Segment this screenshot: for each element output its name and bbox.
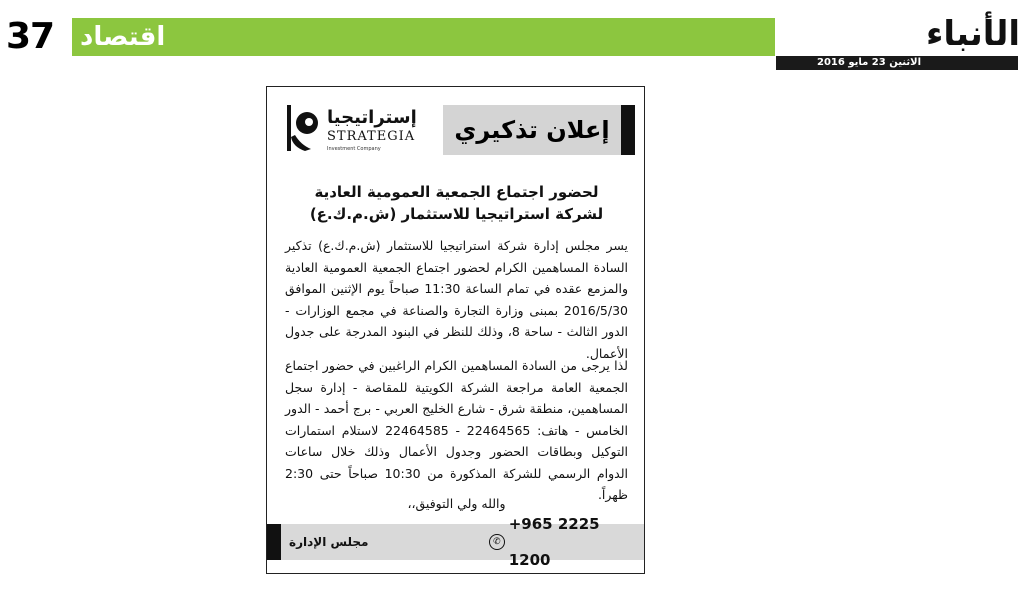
footer-strip [267, 524, 281, 560]
logo-subtitle: Investment Company [327, 146, 381, 152]
strategia-logo-icon [287, 105, 321, 151]
company-logo [287, 105, 427, 155]
ad-subtitle-line2: لشركة استراتيجيا للاستثمار (ش.م.ك.ع) [309, 205, 604, 223]
contact-phone[interactable] [489, 515, 644, 569]
page-number [6, 18, 54, 56]
phone-icon: ✆ [489, 534, 505, 550]
section-title: اقتصاد [80, 22, 166, 52]
ad-subtitle-line1: لحضور اجتماع الجمعية العمومية العادية [314, 183, 599, 201]
issue-date: الاثنين 23 مايو 2016 [817, 57, 921, 68]
title-strip [621, 105, 635, 155]
logo-arabic-text: إستراتيجيا [327, 107, 417, 128]
section-bar [72, 18, 775, 56]
advertisement [266, 86, 645, 574]
ad-title: إعلان تذكيري [454, 116, 610, 144]
logo-english-text: STRATEGIA [327, 129, 416, 144]
ad-paragraph-1: يسر مجلس إدارة شركة استراتيجيا للاستثمار (ش.م.ك.ع) تذكير السادة المساهمين الكرام لحضور اجتماع الجمعية العمومية العادية والمزمع عقده في تمام الساعة 11:30 صباحاً يوم الإثنين الموافق 2016/5/30 بمبنى وزارة التجارة والصناعة في مجمع الوزارات - الدور الثالث - ساحة 8، وذلك للنظر في البنود المدرجة على جدول الأعمال. [285, 238, 629, 361]
phone-number: +965 2225 1200 [508, 515, 600, 569]
board-signature: مجلس الإدارة [289, 535, 369, 549]
page-number-text: 37 [6, 16, 55, 57]
ad-closing: والله ولي التوفيق،، [407, 496, 506, 511]
newspaper-logo[interactable]: الأنباء [926, 14, 1020, 54]
ad-header [273, 95, 640, 161]
ad-paragraph-2: لذا يرجى من السادة المساهمين الكرام الراغبين في حضور اجتماع الجمعية العامة مراجعة الشركة الكويتية للمقاصة - إدارة سجل المساهمين، منطقة شرق - شارع الخليج العربي - برج أحمد - الدور الخامس - هاتف: 22464565 - 22464585 لاستلام استمارات التوكيل وبطاقات الحضور وجدول الأعمال وذلك خلال ساعات الدوام الرسمي للشركة المذكورة من 10:30 صباحاً حتى 2:30 ظهراً. [285, 358, 628, 502]
